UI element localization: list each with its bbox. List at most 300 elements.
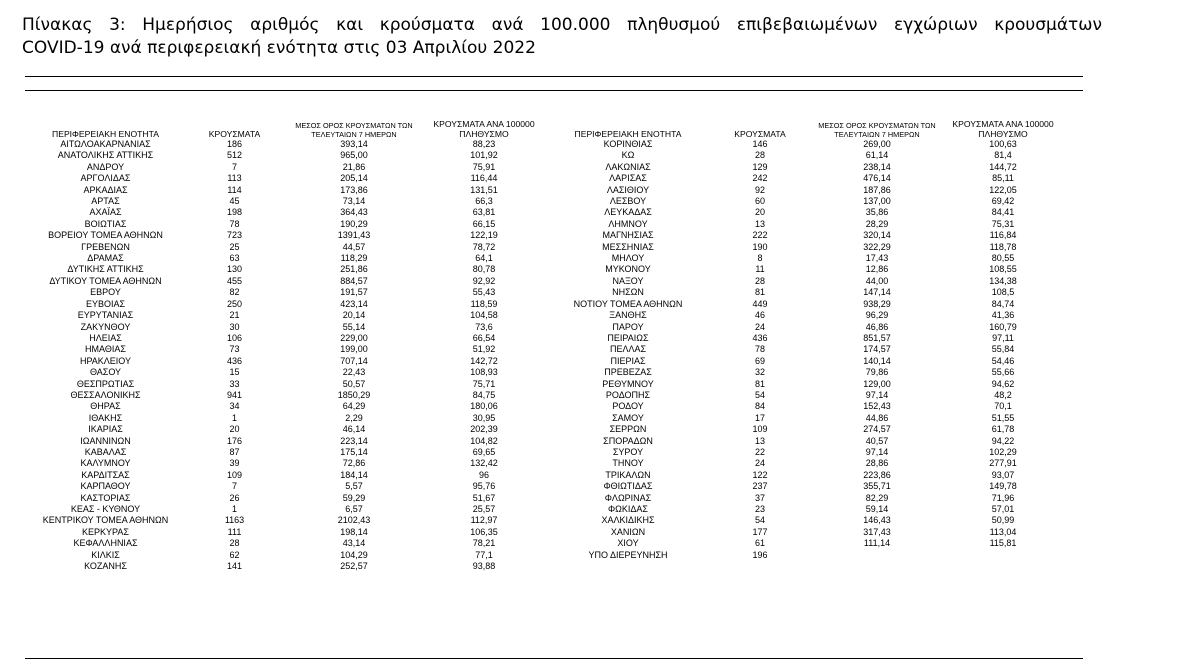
cases-cell: 20: [754, 207, 765, 218]
table-row: [548, 379, 1064, 390]
avg7-cell: 22,43: [342, 367, 366, 378]
avg7-cell: 40,57: [865, 435, 889, 446]
cases-cell: 190: [752, 241, 768, 252]
table-row: [548, 230, 1064, 241]
region-cell: ΛΑΣΙΘΙΟΥ: [606, 184, 650, 195]
avg7-cell: 223,14: [340, 435, 368, 446]
cases-cell: 23: [754, 504, 765, 514]
avg7-cell: 2,29: [345, 412, 363, 423]
avg7-cell: 938,29: [863, 298, 891, 309]
avg7-cell: 965,00: [340, 150, 368, 161]
region-cell: ΝΗΣΩΝ: [612, 287, 644, 298]
avg7-cell: 28,29: [865, 218, 889, 229]
per100k-cell: 61,78: [991, 424, 1015, 435]
avg7-cell: 73,14: [342, 196, 366, 207]
table-row: [28, 367, 546, 378]
avg7-cell: 140,14: [863, 355, 891, 366]
avg7-cell: 82,29: [865, 492, 889, 503]
region-cell: ΜΗΛΟΥ: [611, 253, 645, 264]
avg7-cell: 17,43: [865, 253, 889, 264]
table-row: [28, 504, 546, 515]
cases-cell: 1163: [224, 515, 245, 526]
avg7-cell: 322,29: [863, 241, 891, 252]
avg7-cell: 111,14: [863, 538, 891, 549]
per100k-cell: 113,04: [989, 526, 1017, 537]
table-row: [28, 264, 546, 275]
cases-cell: 24: [754, 321, 765, 332]
per100k-cell: 48,2: [994, 389, 1012, 400]
avg7-cell: 251,86: [340, 264, 368, 275]
avg7-cell: 59,14: [865, 504, 889, 514]
per100k-cell: 71,96: [991, 492, 1015, 503]
per100k-cell: 118,78: [989, 241, 1017, 252]
table-row: [28, 527, 546, 538]
region-cell: ΗΜΑΘΙΑΣ: [85, 344, 126, 355]
cases-cell: 109: [752, 424, 768, 435]
per100k-cell: 63,81: [472, 207, 496, 218]
region-cell: ΦΩΚΙΔΑΣ: [608, 504, 648, 514]
region-cell: ΚΕΝΤΡΙΚΟΥ ΤΟΜΕΑ ΑΘΗΝΩΝ: [42, 515, 169, 526]
per100k-cell: 116,84: [989, 230, 1017, 241]
cases-cell: 15: [229, 367, 240, 378]
region-cell: ΚΕΑΣ - ΚΥΘΝΟΥ: [70, 504, 141, 514]
per100k-cell: 93,88: [472, 561, 496, 572]
per100k-cell: 132,42: [470, 458, 498, 469]
avg7-cell: 35,86: [865, 207, 889, 218]
avg7-cell: 274,57: [863, 424, 891, 435]
cases-cell: 196: [752, 549, 768, 560]
region-cell: ΜΥΚΟΝΟΥ: [605, 264, 651, 275]
per100k-cell: 116,44: [470, 173, 498, 184]
region-cell: ΘΕΣΠΡΩΤΙΑΣ: [76, 378, 135, 389]
per100k-cell: 69,65: [472, 446, 496, 457]
header-avg7: ΜΕΣΟΣ ΟΡΟΣ ΚΡΟΥΣΜΑΤΩΝ ΤΩΝ ΤΕΛΕΥΤΑΙΩΝ 7 ΗΜΕΡΩΝ: [295, 121, 413, 139]
cases-cell: 54: [754, 515, 765, 526]
table-row: [28, 310, 546, 321]
table-row: [548, 150, 1064, 161]
avg7-cell: 423,14: [340, 298, 368, 309]
table-row: [548, 481, 1064, 492]
per100k-cell: 84,41: [991, 207, 1015, 218]
region-cell: ΑΡΤΑΣ: [91, 196, 120, 207]
table-row: [28, 550, 546, 561]
table-row: [28, 561, 546, 572]
per100k-cell: 93,07: [991, 469, 1015, 480]
per100k-cell: 78,21: [472, 538, 496, 549]
region-cell: ΧΙΟΥ: [617, 538, 639, 549]
per100k-cell: 51,55: [991, 412, 1015, 423]
region-cell: ΕΥΒΟΙΑΣ: [85, 298, 126, 309]
table-row: [548, 527, 1064, 538]
region-cell: ΒΟΙΩΤΙΑΣ: [84, 218, 127, 229]
per100k-cell: 104,82: [470, 435, 498, 446]
avg7-cell: 198,14: [340, 526, 368, 537]
table-row: [548, 493, 1064, 504]
avg7-cell: 20,14: [342, 310, 366, 321]
per100k-cell: 104,58: [470, 310, 498, 321]
region-cell: ΤΡΙΚΑΛΩΝ: [605, 469, 651, 480]
cases-cell: 198: [226, 207, 243, 218]
per100k-cell: 80,55: [991, 253, 1015, 264]
per100k-cell: 51,92: [472, 344, 496, 355]
region-cell: ΡΕΘΥΜΝΟΥ: [602, 378, 654, 389]
per100k-cell: 78,72: [472, 241, 496, 252]
region-cell: ΕΒΡΟΥ: [90, 287, 121, 298]
region-cell: ΚΑΛΥΜΝΟΥ: [80, 458, 131, 469]
table-row: [28, 379, 546, 390]
avg7-cell: 252,57: [340, 561, 368, 572]
region-cell: ΣΥΡΟΥ: [612, 446, 644, 457]
table-row: [548, 264, 1064, 275]
cases-cell: 60: [754, 196, 765, 207]
per100k-cell: 277,91: [989, 458, 1017, 469]
avg7-cell: 476,14: [863, 173, 891, 184]
avg7-cell: 59,29: [342, 492, 366, 503]
left-data-table: [28, 112, 546, 572]
per100k-cell: 88,23: [472, 139, 496, 149]
table-row: [28, 344, 546, 355]
cases-cell: 54: [754, 389, 765, 400]
cases-cell: 186: [226, 139, 243, 149]
region-cell: ΛΑΚΩΝΙΑΣ: [605, 161, 651, 172]
cases-cell: 109: [226, 469, 243, 480]
avg7-cell: 152,43: [863, 401, 891, 412]
avg7-cell: 137,00: [863, 196, 891, 207]
cases-cell: 63: [229, 253, 240, 264]
avg7-cell: 229,00: [340, 332, 368, 343]
region-cell: ΥΠΟ ΔΙΕΡΕΥΝΗΣΗ: [588, 549, 668, 560]
per100k-cell: 115,81: [989, 538, 1017, 549]
table-row: [548, 139, 1064, 150]
table-row: [28, 150, 546, 161]
per100k-cell: 66,3: [475, 196, 493, 207]
region-cell: ΣΑΜΟΥ: [612, 412, 644, 423]
region-cell: ΜΕΣΣΗΝΙΑΣ: [602, 241, 654, 252]
table-row: [548, 538, 1064, 549]
per100k-cell: 81,4: [994, 150, 1012, 161]
per100k-cell: 96: [478, 469, 489, 480]
table-row: [28, 413, 546, 424]
region-cell: ΔΡΑΜΑΣ: [87, 253, 124, 264]
avg7-cell: 46,14: [342, 424, 366, 435]
avg7-cell: 175,14: [340, 446, 368, 457]
cases-cell: 7: [231, 161, 237, 172]
document-title: [22, 14, 1102, 60]
table-row: [548, 504, 1064, 515]
region-cell: ΝΟΤΙΟΥ ΤΟΜΕΑ ΑΘΗΝΩΝ: [573, 298, 683, 309]
cases-cell: 84: [754, 401, 765, 412]
per100k-cell: [942, 550, 1064, 561]
region-cell: ΘΕΣΣΑΛΟΝΙΚΗΣ: [70, 389, 141, 400]
table-row: [28, 481, 546, 492]
cases-cell: 1: [231, 504, 237, 514]
table-row: [548, 299, 1064, 310]
table-row: [28, 470, 546, 481]
avg7-cell: 44,86: [865, 412, 889, 423]
cases-cell: 20: [229, 424, 240, 435]
cases-cell: 512: [226, 150, 243, 161]
cases-cell: 78: [754, 344, 765, 355]
cases-cell: 24: [754, 458, 765, 469]
region-cell: ΣΠΟΡΑΔΩΝ: [603, 435, 653, 446]
avg7-cell: 61,14: [865, 150, 889, 161]
cases-cell: 28: [229, 538, 240, 549]
table-row: [548, 413, 1064, 424]
region-cell: ΚΩ: [621, 150, 635, 161]
region-cell: ΙΘΑΚΗΣ: [88, 412, 123, 423]
avg7-cell: 43,14: [342, 538, 366, 549]
avg7-cell: 79,86: [865, 367, 889, 378]
cases-cell: 436: [752, 332, 768, 343]
per100k-cell: 122,05: [989, 184, 1017, 195]
cases-cell: 130: [226, 264, 243, 275]
table-row: [28, 436, 546, 447]
region-cell: ΓΡΕΒΕΝΩΝ: [81, 241, 130, 252]
table-row: [28, 458, 546, 469]
avg7-cell: [812, 550, 942, 561]
per100k-cell: 75,31: [991, 218, 1015, 229]
region-cell: ΔΥΤΙΚΗΣ ΑΤΤΙΚΗΣ: [67, 264, 144, 275]
region-cell: ΞΑΝΘΗΣ: [609, 310, 647, 321]
table-row: [28, 401, 546, 412]
region-cell: ΜΑΓΝΗΣΙΑΣ: [602, 230, 654, 241]
avg7-cell: 173,86: [340, 184, 368, 195]
cases-cell: 122: [752, 469, 768, 480]
region-cell: ΝΑΞΟΥ: [612, 275, 644, 286]
per100k-cell: 142,72: [470, 355, 498, 366]
header-cases: ΚΡΟΥΣΜΑΤΑ: [734, 129, 786, 139]
cases-cell: 28: [754, 275, 765, 286]
cases-cell: 78: [229, 218, 240, 229]
region-cell: ΚΑΡΠΑΘΟΥ: [80, 481, 131, 492]
table-row: [28, 538, 546, 549]
cases-cell: 22: [754, 446, 765, 457]
cases-cell: 32: [754, 367, 765, 378]
cases-cell: 141: [226, 561, 243, 572]
cases-cell: 46: [754, 310, 765, 321]
avg7-cell: 884,57: [340, 275, 368, 286]
avg7-cell: 205,14: [340, 173, 368, 184]
avg7-cell: 55,14: [342, 321, 366, 332]
per100k-cell: 100,63: [989, 139, 1017, 149]
table-row: [548, 515, 1064, 526]
per100k-cell: 50,99: [991, 515, 1015, 526]
cases-cell: 113: [227, 173, 242, 184]
avg7-cell: 190,29: [340, 218, 368, 229]
table-row: [28, 356, 546, 367]
per100k-cell: 102,29: [989, 446, 1017, 457]
region-cell: ΛΕΣΒΟΥ: [609, 196, 647, 207]
header-cases: ΚΡΟΥΣΜΑΤΑ: [208, 129, 261, 139]
table-row: [28, 139, 546, 150]
top-rule: [25, 76, 1083, 77]
cases-cell: 449: [752, 298, 768, 309]
cases-cell: 114: [227, 184, 242, 195]
table-row: [548, 356, 1064, 367]
avg7-cell: 393,14: [340, 139, 368, 149]
region-cell: ΒΟΡΕΙΟΥ ΤΟΜΕΑ ΑΘΗΝΩΝ: [48, 230, 163, 241]
per100k-cell: 134,38: [989, 275, 1017, 286]
table-row: [548, 196, 1064, 207]
table-row: [28, 424, 546, 435]
table-row: [28, 185, 546, 196]
cases-cell: 941: [226, 389, 243, 400]
region-cell: ΛΗΜΝΟΥ: [608, 218, 648, 229]
region-cell: ΔΥΤΙΚΟΥ ΤΟΜΕΑ ΑΘΗΝΩΝ: [49, 275, 162, 286]
per100k-cell: 180,06: [470, 401, 498, 412]
table-row: [548, 367, 1064, 378]
region-cell: ΚΑΒΑΛΑΣ: [84, 446, 127, 457]
region-cell: ΧΑΛΚΙΔΙΚΗΣ: [601, 515, 655, 526]
per100k-cell: 51,67: [472, 492, 496, 503]
cases-cell: 92: [754, 184, 765, 195]
per100k-cell: 101,92: [470, 150, 498, 161]
avg7-cell: 28,86: [865, 458, 889, 469]
region-cell: ΚΟΡΙΝΘΙΑΣ: [603, 139, 653, 149]
table-row: [548, 185, 1064, 196]
header-per100k: ΚΡΟΥΣΜΑΤΑ ΑΝΑ 100000 ΠΛΗΘΥΣΜΟ: [952, 119, 1054, 139]
avg7-cell: 129,00: [863, 378, 891, 389]
region-cell: ΘΗΡΑΣ: [90, 401, 121, 412]
per100k-cell: 108,5: [991, 287, 1015, 298]
avg7-cell: 2102,43: [337, 515, 371, 526]
cases-cell: 28: [754, 150, 765, 161]
per100k-cell: 131,51: [470, 184, 498, 195]
per100k-cell: 55,84: [991, 344, 1015, 355]
region-cell: ΠΕΛΛΑΣ: [609, 344, 647, 355]
per100k-cell: 54,46: [991, 355, 1015, 366]
table-row: [548, 253, 1064, 264]
avg7-cell: 238,14: [863, 161, 891, 172]
per100k-cell: 66,15: [472, 218, 496, 229]
per100k-cell: 97,11: [992, 332, 1014, 343]
table-row: [28, 196, 546, 207]
region-cell: ΑΧΑΪΑΣ: [89, 207, 122, 218]
avg7-cell: 191,57: [340, 287, 368, 298]
region-cell: ΚΑΣΤΟΡΙΑΣ: [80, 492, 131, 503]
table-row: [548, 436, 1064, 447]
table-row: [28, 162, 546, 173]
per100k-cell: 25,57: [472, 504, 496, 514]
per100k-cell: 94,22: [991, 435, 1015, 446]
region-cell: ΑΙΤΩΛΟΑΚΑΡΝΑΝΙΑΣ: [60, 139, 151, 149]
table-row: [28, 515, 546, 526]
table-row: [548, 162, 1064, 173]
per100k-cell: 85,11: [992, 173, 1014, 184]
region-cell: ΠΑΡΟΥ: [612, 321, 644, 332]
cases-cell: 129: [752, 161, 768, 172]
per100k-cell: 64,1: [475, 253, 493, 264]
per100k-cell: 80,78: [472, 264, 496, 275]
region-cell: ΗΛΕΙΑΣ: [89, 332, 122, 343]
cases-cell: 723: [226, 230, 243, 241]
cases-cell: 26: [229, 492, 240, 503]
avg7-cell: 96,29: [865, 310, 889, 321]
per100k-cell: 55,66: [991, 367, 1015, 378]
table-row: [28, 276, 546, 287]
per100k-cell: 160,79: [989, 321, 1017, 332]
region-cell: ΠΡΕΒΕΖΑΣ: [604, 367, 652, 378]
region-cell: ΖΑΚΥΝΘΟΥ: [80, 321, 131, 332]
cases-cell: 13: [754, 218, 765, 229]
per100k-cell: 70,1: [994, 401, 1012, 412]
avg7-cell: 104,29: [340, 549, 368, 560]
cases-cell: 81: [754, 378, 765, 389]
avg7-cell: 199,00: [340, 344, 368, 355]
per100k-cell: 149,78: [989, 481, 1017, 492]
region-cell: ΙΩΑΝΝΙΝΩΝ: [80, 435, 131, 446]
region-cell: ΚΕΡΚΥΡΑΣ: [82, 526, 129, 537]
cases-cell: 87: [229, 446, 240, 457]
region-cell: ΛΑΡΙΣΑΣ: [609, 173, 647, 184]
avg7-cell: 44,57: [342, 241, 366, 252]
cases-cell: 436: [226, 355, 243, 366]
table-row: [28, 219, 546, 230]
table-row: [548, 390, 1064, 401]
avg7-cell: 1850,29: [337, 389, 371, 400]
avg7-cell: 6,57: [345, 504, 363, 514]
per100k-cell: 84,75: [472, 389, 496, 400]
per100k-cell: 108,55: [989, 264, 1017, 275]
per100k-cell: 73,6: [475, 321, 493, 332]
region-cell: ΚΙΛΚΙΣ: [91, 549, 120, 560]
table-row: [548, 447, 1064, 458]
table-row: [28, 230, 546, 241]
per100k-cell: 55,43: [472, 287, 496, 298]
cases-cell: 11: [755, 264, 765, 275]
cases-cell: 69: [754, 355, 765, 366]
table-row: [28, 287, 546, 298]
avg7-cell: 5,57: [345, 481, 363, 492]
region-cell: ΑΡΓΟΛΙΔΑΣ: [80, 173, 131, 184]
per100k-cell: 77,1: [475, 549, 493, 560]
table-row: [548, 401, 1064, 412]
avg7-cell: 174,57: [863, 344, 891, 355]
cases-cell: 176: [226, 435, 243, 446]
avg7-cell: 707,14: [340, 355, 368, 366]
table-row: [548, 242, 1064, 253]
header-per100k: ΚΡΟΥΣΜΑΤΑ ΑΝΑ 100000 ΠΛΗΘΥΣΜΟ: [433, 119, 535, 139]
cases-cell: 106: [226, 332, 243, 343]
cases-cell: 237: [752, 481, 768, 492]
region-cell: ΑΡΚΑΔΙΑΣ: [83, 184, 128, 195]
region-cell: ΤΗΝΟΥ: [612, 458, 644, 469]
right-data-table: [548, 112, 1064, 561]
table-row: [548, 310, 1064, 321]
table-row: [28, 333, 546, 344]
avg7-cell: 1391,43: [337, 230, 371, 241]
table-row: [28, 493, 546, 504]
cases-cell: 73: [229, 344, 240, 355]
avg7-cell: 187,86: [863, 184, 891, 195]
avg7-cell: 147,14: [863, 287, 891, 298]
region-cell: ΚΟΖΑΝΗΣ: [84, 561, 127, 572]
cases-cell: 39: [229, 458, 240, 469]
cases-cell: 222: [752, 230, 768, 241]
cases-cell: 1: [231, 412, 237, 423]
cases-cell: 8: [757, 253, 763, 264]
per100k-cell: 122,19: [470, 230, 498, 241]
title-line-2: COVID-19 ανά περιφερειακή ενότητα στις 03 Απριλίου 2022: [22, 38, 536, 58]
table-row: [548, 207, 1064, 218]
per100k-cell: 202,39: [470, 424, 498, 435]
cases-cell: 242: [752, 173, 768, 184]
region-cell: ΘΑΣΟΥ: [89, 367, 122, 378]
left-header-row: [28, 112, 546, 139]
avg7-cell: 223,86: [863, 469, 891, 480]
region-cell: ΡΟΔΟΥ: [612, 401, 644, 412]
bottom-rule: [25, 658, 1083, 659]
